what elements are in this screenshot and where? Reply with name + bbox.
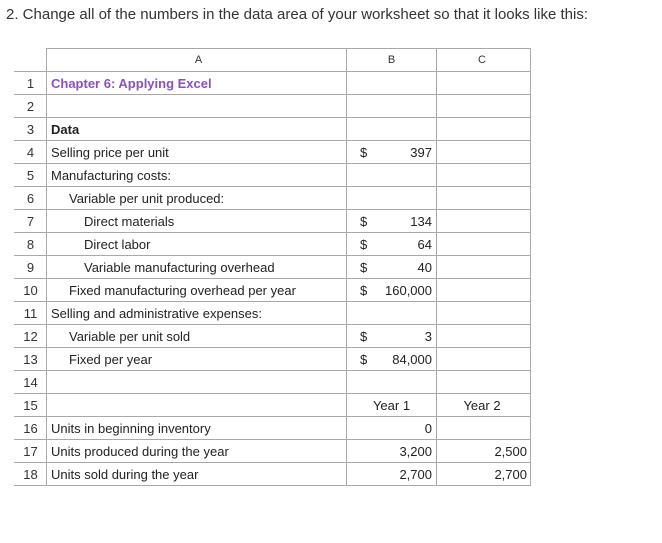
cell-c[interactable]: [437, 417, 531, 440]
cell-b[interactable]: [347, 187, 437, 210]
cell-c[interactable]: [437, 95, 531, 118]
currency-symbol: $: [360, 283, 368, 298]
cell-c[interactable]: [437, 118, 531, 141]
column-header-a[interactable]: A: [47, 49, 347, 72]
cell-a[interactable]: [47, 95, 347, 118]
table-row: [15, 463, 531, 486]
table-row: [15, 348, 531, 371]
row-number[interactable]: 17: [15, 440, 47, 463]
cell-b-value: 64: [417, 237, 432, 252]
row-number[interactable]: 4: [15, 141, 47, 164]
cell-c[interactable]: [437, 279, 531, 302]
table-row: [15, 256, 531, 279]
cell-b-value: 84,000: [392, 352, 432, 367]
cell-a-text: Fixed per year: [69, 351, 153, 367]
cell-c[interactable]: [437, 233, 531, 256]
cell-b[interactable]: [347, 371, 437, 394]
cell-b[interactable]: [347, 256, 437, 279]
cell-a[interactable]: [47, 72, 347, 95]
table-row: [15, 95, 531, 118]
row-number[interactable]: 5: [15, 164, 47, 187]
cell-a[interactable]: [47, 279, 347, 302]
table-row: [15, 72, 531, 95]
cell-a-text: Chapter 6: Applying Excel: [51, 75, 212, 91]
table-row: [15, 210, 531, 233]
cell-b[interactable]: [347, 302, 437, 325]
cell-a[interactable]: [47, 371, 347, 394]
row-number[interactable]: 15: [15, 394, 47, 417]
row-number[interactable]: 10: [15, 279, 47, 302]
table-row: [15, 141, 531, 164]
cell-b-value: 2,700: [399, 467, 432, 482]
cell-b[interactable]: [347, 141, 437, 164]
currency-symbol: $: [360, 352, 368, 367]
table-row: [15, 417, 531, 440]
cell-a-text: Data: [51, 121, 80, 137]
row-number[interactable]: 2: [15, 95, 47, 118]
cell-b[interactable]: [347, 463, 437, 486]
cell-a[interactable]: [47, 302, 347, 325]
cell-c[interactable]: [437, 302, 531, 325]
cell-c[interactable]: [437, 325, 531, 348]
cell-a[interactable]: [47, 141, 347, 164]
corner-cell: [15, 49, 47, 72]
cell-b-value: 397: [410, 145, 432, 160]
currency-symbol: $: [360, 145, 368, 160]
cell-c[interactable]: [437, 371, 531, 394]
table-row: [15, 302, 531, 325]
cell-b[interactable]: [347, 164, 437, 187]
currency-symbol: $: [360, 329, 368, 344]
cell-a[interactable]: [47, 463, 347, 486]
cell-a[interactable]: [47, 164, 347, 187]
cell-c[interactable]: 2,500: [437, 440, 531, 463]
row-number[interactable]: 7: [15, 210, 47, 233]
table-row: [15, 371, 531, 394]
cell-a[interactable]: [47, 256, 347, 279]
cell-b-value: 134: [410, 214, 432, 229]
cell-b[interactable]: [347, 394, 437, 417]
cell-c[interactable]: [437, 72, 531, 95]
cell-a[interactable]: [47, 348, 347, 371]
row-number[interactable]: 8: [15, 233, 47, 256]
cell-a-text: Direct materials: [84, 213, 175, 229]
table-row: [15, 118, 531, 141]
row-number[interactable]: 14: [15, 371, 47, 394]
table-row: [15, 440, 531, 463]
column-header-b[interactable]: B: [347, 49, 437, 72]
cell-a[interactable]: [47, 440, 347, 463]
cell-a-text: Fixed manufacturing overhead per year: [69, 282, 296, 298]
cell-b[interactable]: [347, 118, 437, 141]
cell-b[interactable]: [347, 72, 437, 95]
cell-a-text: Variable per unit sold: [69, 328, 191, 344]
table-row: [15, 325, 531, 348]
cell-a-text: Units in beginning inventory: [51, 420, 211, 436]
table-row: [15, 187, 531, 210]
cell-b-value: Year 1: [372, 397, 411, 413]
cell-a[interactable]: [47, 325, 347, 348]
row-number[interactable]: 13: [15, 348, 47, 371]
cell-a-text: Variable per unit produced:: [69, 190, 225, 206]
table-row: [15, 279, 531, 302]
cell-a-text: Units produced during the year: [51, 443, 229, 459]
cell-a[interactable]: [47, 417, 347, 440]
cell-c[interactable]: Year 2: [437, 394, 531, 417]
row-number[interactable]: 1: [15, 72, 47, 95]
cell-b[interactable]: [347, 348, 437, 371]
row-number[interactable]: 3: [15, 118, 47, 141]
cell-c[interactable]: [437, 256, 531, 279]
cell-b-value: 0: [424, 421, 432, 436]
cell-a[interactable]: [47, 118, 347, 141]
cell-a-text: Units sold during the year: [51, 466, 199, 482]
row-number[interactable]: 16: [15, 417, 47, 440]
row-number[interactable]: 12: [15, 325, 47, 348]
cell-b[interactable]: [347, 440, 437, 463]
row-number[interactable]: 18: [15, 463, 47, 486]
cell-c[interactable]: [437, 348, 531, 371]
cell-b[interactable]: [347, 325, 437, 348]
table-row: [15, 164, 531, 187]
sheet-body: [15, 72, 531, 486]
currency-symbol: $: [360, 260, 368, 275]
cell-b[interactable]: [347, 210, 437, 233]
cell-b-value: 3,200: [399, 444, 432, 459]
cell-a-text: Selling price per unit: [51, 144, 169, 160]
table-row: [15, 394, 531, 417]
cell-a-text: Direct labor: [84, 236, 151, 252]
cell-b-value: 40: [417, 260, 432, 275]
cell-c[interactable]: 2,700: [437, 463, 531, 486]
instruction-text: 2. Change all of the numbers in the data area of your worksheet so that it looks like this:: [6, 6, 588, 23]
row-number[interactable]: 9: [15, 256, 47, 279]
table-row: [15, 233, 531, 256]
currency-symbol: $: [360, 237, 368, 252]
cell-b[interactable]: [347, 95, 437, 118]
cell-c[interactable]: [437, 210, 531, 233]
cell-a[interactable]: [47, 187, 347, 210]
cell-a[interactable]: [47, 210, 347, 233]
cell-a-text: Selling and administrative expenses:: [51, 305, 263, 321]
cell-c[interactable]: [437, 164, 531, 187]
cell-c[interactable]: [437, 141, 531, 164]
cell-a[interactable]: [47, 394, 347, 417]
row-number[interactable]: 11: [15, 302, 47, 325]
cell-b-value: 160,000: [385, 283, 432, 298]
cell-a[interactable]: [47, 233, 347, 256]
cell-a-text: Manufacturing costs:: [51, 167, 171, 183]
cell-b[interactable]: [347, 279, 437, 302]
cell-b[interactable]: [347, 233, 437, 256]
cell-b-value: 3: [424, 329, 432, 344]
cell-c[interactable]: [437, 187, 531, 210]
column-header-row: [15, 49, 531, 72]
column-header-c[interactable]: C: [437, 49, 531, 72]
cell-b[interactable]: [347, 417, 437, 440]
currency-symbol: $: [360, 214, 368, 229]
spreadsheet-grid: [14, 48, 531, 486]
row-number[interactable]: 6: [15, 187, 47, 210]
cell-a-text: Variable manufacturing overhead: [84, 259, 275, 275]
